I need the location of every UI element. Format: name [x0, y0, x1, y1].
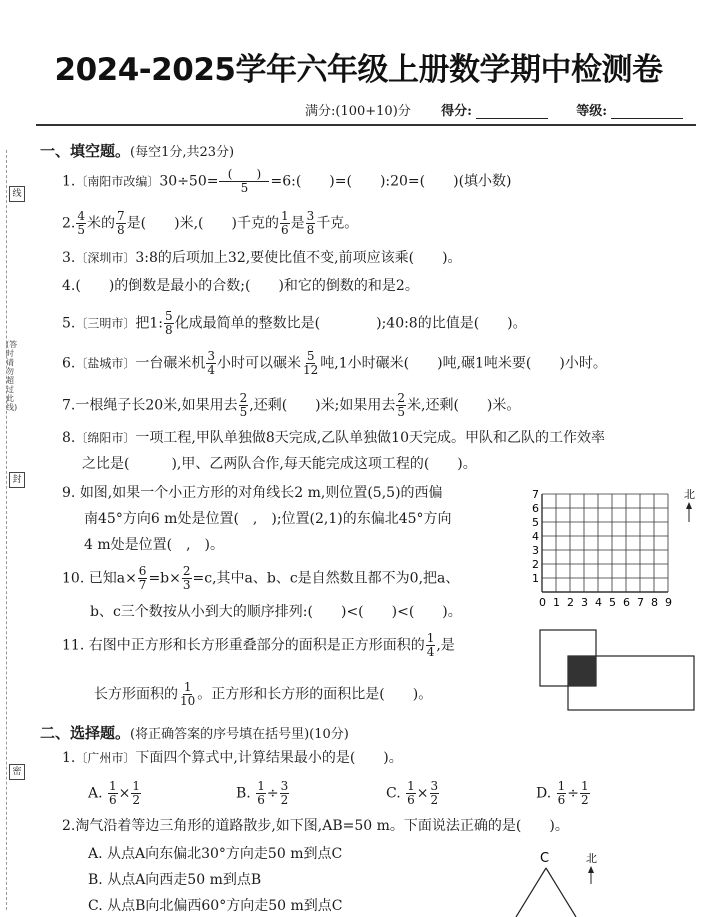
- c1-b-frac-2-den: 2: [280, 793, 289, 807]
- q5-text-2: 化成最简单的整数比是( );40:8的比值是( )。: [174, 315, 527, 332]
- q11-text-3: 长方形面积的: [94, 686, 178, 703]
- q6-frac-1: [206, 350, 216, 377]
- question-4: [62, 276, 419, 296]
- q2-text-1: 米的: [87, 215, 115, 232]
- q7-number: 7.: [62, 397, 76, 414]
- q3-tag: 〔深圳市〕: [75, 251, 136, 265]
- c2-option-c[interactable]: C. 从点B向北偏西60°方向走50 m到点C: [88, 898, 343, 914]
- c1-tag: 〔广州市〕: [75, 751, 136, 765]
- grid-x-label: 6: [623, 596, 630, 609]
- c1-b-frac-1: [256, 780, 266, 807]
- q2-frac-4-num: 3: [306, 209, 315, 223]
- q3-number: 3.: [62, 250, 76, 266]
- q10-frac-2-num: 2: [182, 564, 191, 578]
- c1-number: 1.: [62, 750, 76, 766]
- grid-x-labels: [539, 596, 672, 609]
- c2-option-a[interactable]: A. 从点A向东偏北30°方向走50 m到点C: [88, 846, 343, 862]
- q11-text-1: 右图中正方形和长方形重叠部分的面积是正方形面积的: [88, 637, 425, 654]
- q5-number: 5.: [62, 315, 76, 332]
- grid-x-label: 3: [581, 596, 588, 609]
- q1-numerator[interactable]: ( ): [219, 168, 269, 182]
- question-7: [62, 392, 520, 419]
- q11-number: 11.: [62, 637, 85, 654]
- q7-frac-2: [396, 392, 406, 419]
- section-1-title: 一、填空题。: [40, 142, 131, 160]
- q11-frac-1-num: 1: [426, 631, 435, 645]
- grid-y-label: 7: [532, 488, 539, 501]
- q7-text-3: 米,还剩( )米。: [407, 397, 521, 414]
- grid-x-label: 1: [553, 596, 560, 609]
- grade-blank[interactable]: [611, 104, 683, 119]
- q6-text-1: 一台碾米机: [135, 355, 206, 372]
- grid-x-label: 0: [539, 596, 546, 609]
- full-score: 满分:(100+10)分: [305, 104, 411, 119]
- question-9: [62, 480, 452, 558]
- q2-frac-2: [116, 210, 126, 237]
- q11-frac-1-den: 4: [426, 645, 435, 659]
- c1-d-frac-1: [557, 780, 567, 807]
- triangle-north-arrowhead: [588, 866, 594, 873]
- q7-text-1: 一根绳子长20米,如果用去: [75, 397, 238, 414]
- q2-text-2: 是( )米,( )千克的: [126, 215, 279, 232]
- c2-option-b[interactable]: B. 从点A向西走50 m到点B: [88, 872, 262, 888]
- c1-b-frac-2: [280, 780, 290, 807]
- q2-number: 2.: [62, 215, 76, 232]
- q2-frac-4-den: 8: [306, 223, 315, 237]
- grid-y-label: 5: [532, 516, 539, 529]
- c1-d-frac-2-num: 1: [581, 779, 589, 793]
- c1-c-frac-1-num: 1: [407, 779, 415, 793]
- score-blank[interactable]: [476, 104, 548, 119]
- question-2: [62, 210, 358, 237]
- q2-text-4: 千克。: [316, 215, 359, 232]
- q2-frac-3-den: 6: [280, 223, 289, 237]
- c1-option-d-label: D.: [536, 785, 552, 802]
- c1-c-operator: ×: [416, 785, 429, 802]
- c2-number: 2.: [62, 818, 76, 834]
- q10-frac-1-den: 7: [138, 578, 147, 592]
- c1-option-c-label: C.: [386, 785, 401, 802]
- q2-text-3: 是: [290, 215, 305, 232]
- q2-frac-1-num: 4: [77, 209, 85, 223]
- q5-frac: [164, 310, 174, 337]
- q7-frac-2-den: 5: [397, 405, 405, 419]
- q8-line-1: 一项工程,甲队单独做8天完成,乙队单独做10天完成。甲队和乙队的工作效率: [135, 430, 605, 446]
- c1-b-frac-1-num: 1: [257, 779, 265, 793]
- q5-text-1: 把1:: [135, 315, 163, 332]
- grid-x-label: 4: [595, 596, 602, 609]
- q6-frac-1-den: 4: [207, 363, 216, 377]
- q10-text-3: =c,其中a、b、c是自然数且都不为0,把a、: [192, 570, 460, 587]
- q10-frac-2-den: 3: [182, 578, 191, 592]
- section-2-title: 二、选择题。: [40, 724, 131, 742]
- q8-number: 8.: [62, 430, 76, 446]
- question-6: [62, 350, 607, 377]
- q2-frac-1: [76, 210, 86, 237]
- c1-c-frac-1-den: 6: [407, 793, 415, 807]
- q2-frac-3: [280, 210, 290, 237]
- q7-frac-1: [239, 392, 249, 419]
- q1-tag: 〔南阳市改编〕: [75, 174, 160, 189]
- question-10: [62, 565, 462, 622]
- section-2-heading: [40, 722, 349, 743]
- grid-y-label: 1: [532, 572, 539, 585]
- coordinate-grid-figure: [528, 478, 708, 614]
- q1-number: 1.: [62, 173, 76, 190]
- triangle-north-label: 北: [586, 852, 597, 865]
- overlap-region: [568, 656, 596, 686]
- grid-y-label: 6: [532, 502, 539, 515]
- c1-b-frac-2-num: 3: [280, 779, 289, 793]
- q6-number: 6.: [62, 355, 76, 372]
- q9-line-2: 南45°方向6 m处是位置( , );位置(2,1)的东偏北45°方向: [84, 511, 452, 527]
- q5-frac-num: 5: [165, 309, 173, 323]
- side-vertical-text: (答时请勿超过此线): [6, 340, 18, 412]
- c1-option-b[interactable]: [236, 780, 290, 807]
- question-1: [62, 168, 512, 195]
- q10-frac-1: [138, 565, 148, 592]
- c1-c-frac-2-num: 3: [430, 779, 439, 793]
- binding-line: [6, 150, 19, 910]
- c1-a-frac-1-num: 1: [109, 779, 117, 793]
- choice-question-1: [62, 748, 403, 768]
- q8-line-2: 之比是( ),甲、乙两队合作,每天能完成这项工程的( )。: [82, 456, 477, 472]
- q11-text-4: 。正方形和长方形的面积比是( )。: [197, 686, 433, 703]
- q4-number: 4.: [62, 278, 76, 294]
- q7-text-2: ,还剩( )米;如果用去: [249, 397, 396, 414]
- q11-text-2: ,是: [436, 637, 455, 654]
- c1-a-frac-2: [131, 780, 141, 807]
- c1-d-frac-1-den: 6: [557, 793, 566, 807]
- side-label-mid: 封: [9, 472, 25, 488]
- grid-x-label: 9: [665, 596, 672, 609]
- q1-text-a: 30÷50=: [159, 173, 219, 190]
- page-title: 2024-2025学年六年级上册数学期中检测卷: [54, 52, 663, 88]
- q2-frac-1-den: 5: [77, 223, 85, 237]
- c1-b-frac-1-den: 6: [257, 793, 265, 807]
- q6-text-2: 小时可以碾米: [217, 355, 302, 372]
- side-label-bottom: 密: [9, 764, 25, 780]
- c2-text: 淘气沿着等边三角形的道路散步,如下图,AB=50 m。下面说法正确的是( )。: [75, 818, 569, 834]
- q1-fraction: [219, 168, 269, 195]
- c1-a-frac-1-den: 6: [109, 793, 117, 807]
- q10-number: 10.: [62, 570, 85, 587]
- grid-lines: [542, 494, 668, 592]
- triangle-point-c: C: [540, 851, 550, 866]
- q10-text-1: 已知a×: [88, 570, 137, 587]
- header-rule: [36, 124, 696, 126]
- q9-line-1: 如图,如果一个小正方形的对角线长2 m,则位置(5,5)的西偏: [79, 485, 443, 501]
- section-1-note: (每空1分,共23分): [130, 145, 235, 160]
- q6-frac-2-num: 5: [306, 349, 315, 363]
- q6-frac-2-den: 12: [303, 363, 319, 377]
- q6-frac-1-num: 3: [207, 349, 216, 363]
- q1-denominator: 5: [240, 181, 249, 195]
- c1-option-a-label: A.: [88, 785, 103, 802]
- q2-frac-3-num: 1: [280, 209, 289, 223]
- c1-a-operator: ×: [118, 785, 131, 802]
- q6-frac-2: [302, 350, 319, 377]
- q10-frac-1-num: 6: [138, 564, 147, 578]
- c1-d-operator: ÷: [567, 785, 580, 802]
- q11-frac-1: [426, 632, 436, 659]
- q10-text-2: =b×: [148, 570, 181, 587]
- grid-y-label: 3: [532, 544, 539, 557]
- q2-frac-2-den: 8: [117, 223, 125, 237]
- q7-frac-2-num: 2: [397, 391, 405, 405]
- q8-tag: 〔绵阳市〕: [75, 431, 136, 445]
- grid-y-label: 2: [532, 558, 539, 571]
- q7-frac-1-den: 5: [239, 405, 248, 419]
- score-label: 得分:: [441, 104, 472, 119]
- c1-a-frac-2-den: 2: [132, 793, 141, 807]
- q9-number: 9.: [62, 485, 76, 501]
- question-3: [62, 248, 462, 268]
- grade-label: 等级:: [576, 104, 608, 119]
- grid-x-label: 8: [651, 596, 658, 609]
- c1-a-frac-2-num: 1: [132, 779, 141, 793]
- q11-frac-2: [179, 681, 196, 708]
- q6-text-3: 吨,1小时碾米( )吨,碾1吨米要( )小时。: [320, 355, 607, 372]
- q3-text: 3:8的后项加上32,要使比值不变,前项应该乘( )。: [135, 250, 462, 266]
- q10-line-2: b、c三个数按从小到大的顺序排列:( )<( )<( )。: [90, 604, 462, 620]
- grid-x-label: 7: [637, 596, 644, 609]
- c1-d-frac-1-num: 1: [557, 779, 566, 793]
- overlap-figure: [538, 628, 698, 714]
- grid-y-label: 4: [532, 530, 539, 543]
- grid-x-label: 5: [609, 596, 616, 609]
- triangle-figure: [506, 846, 616, 917]
- c1-c-frac-2-den: 2: [430, 793, 439, 807]
- c1-d-frac-2-den: 2: [581, 793, 589, 807]
- grid-north-arrowhead: [686, 502, 692, 509]
- section-2-note: (将正确答案的序号填在括号里)(10分): [130, 727, 349, 742]
- grid-north-label: 北: [684, 488, 695, 501]
- question-5: [62, 310, 527, 337]
- q9-line-3: 4 m处是位置( , )。: [84, 537, 225, 553]
- grid-x-label: 2: [567, 596, 574, 609]
- question-8: [62, 428, 605, 474]
- section-1-heading: [40, 140, 234, 161]
- choice-question-2: [62, 816, 569, 836]
- c1-option-a[interactable]: [88, 780, 142, 807]
- q11-frac-2-num: 1: [183, 680, 192, 694]
- triangle-side-right: [546, 868, 576, 917]
- q11-frac-2-den: 10: [180, 694, 196, 708]
- q2-frac-2-num: 7: [117, 209, 125, 223]
- q2-frac-4: [306, 210, 316, 237]
- q4-text: ( )的倒数是最小的合数;( )和它的倒数的和是2。: [75, 278, 419, 294]
- q5-frac-den: 8: [165, 323, 173, 337]
- q7-frac-1-num: 2: [239, 391, 248, 405]
- c1-option-c[interactable]: [386, 780, 440, 807]
- q5-tag: 〔三明市〕: [75, 316, 136, 331]
- triangle-side-left: [516, 868, 546, 917]
- c1-c-frac-2: [430, 780, 440, 807]
- q6-tag: 〔盐城市〕: [75, 356, 136, 371]
- c1-c-frac-1: [406, 780, 416, 807]
- c1-b-operator: ÷: [266, 785, 279, 802]
- q1-text-b: =6:( )=( ):20=( )(填小数): [270, 173, 512, 190]
- q10-frac-2: [182, 565, 192, 592]
- question-11: [62, 632, 455, 708]
- score-bar: [305, 100, 683, 119]
- c1-d-frac-2: [580, 780, 590, 807]
- c1-a-frac-1: [108, 780, 118, 807]
- grid-y-labels: [532, 488, 539, 585]
- c1-option-d[interactable]: [536, 780, 591, 807]
- c1-option-b-label: B.: [236, 785, 251, 802]
- c1-text: 下面四个算式中,计算结果最小的是( )。: [135, 750, 403, 766]
- side-label-top: 线: [9, 186, 25, 202]
